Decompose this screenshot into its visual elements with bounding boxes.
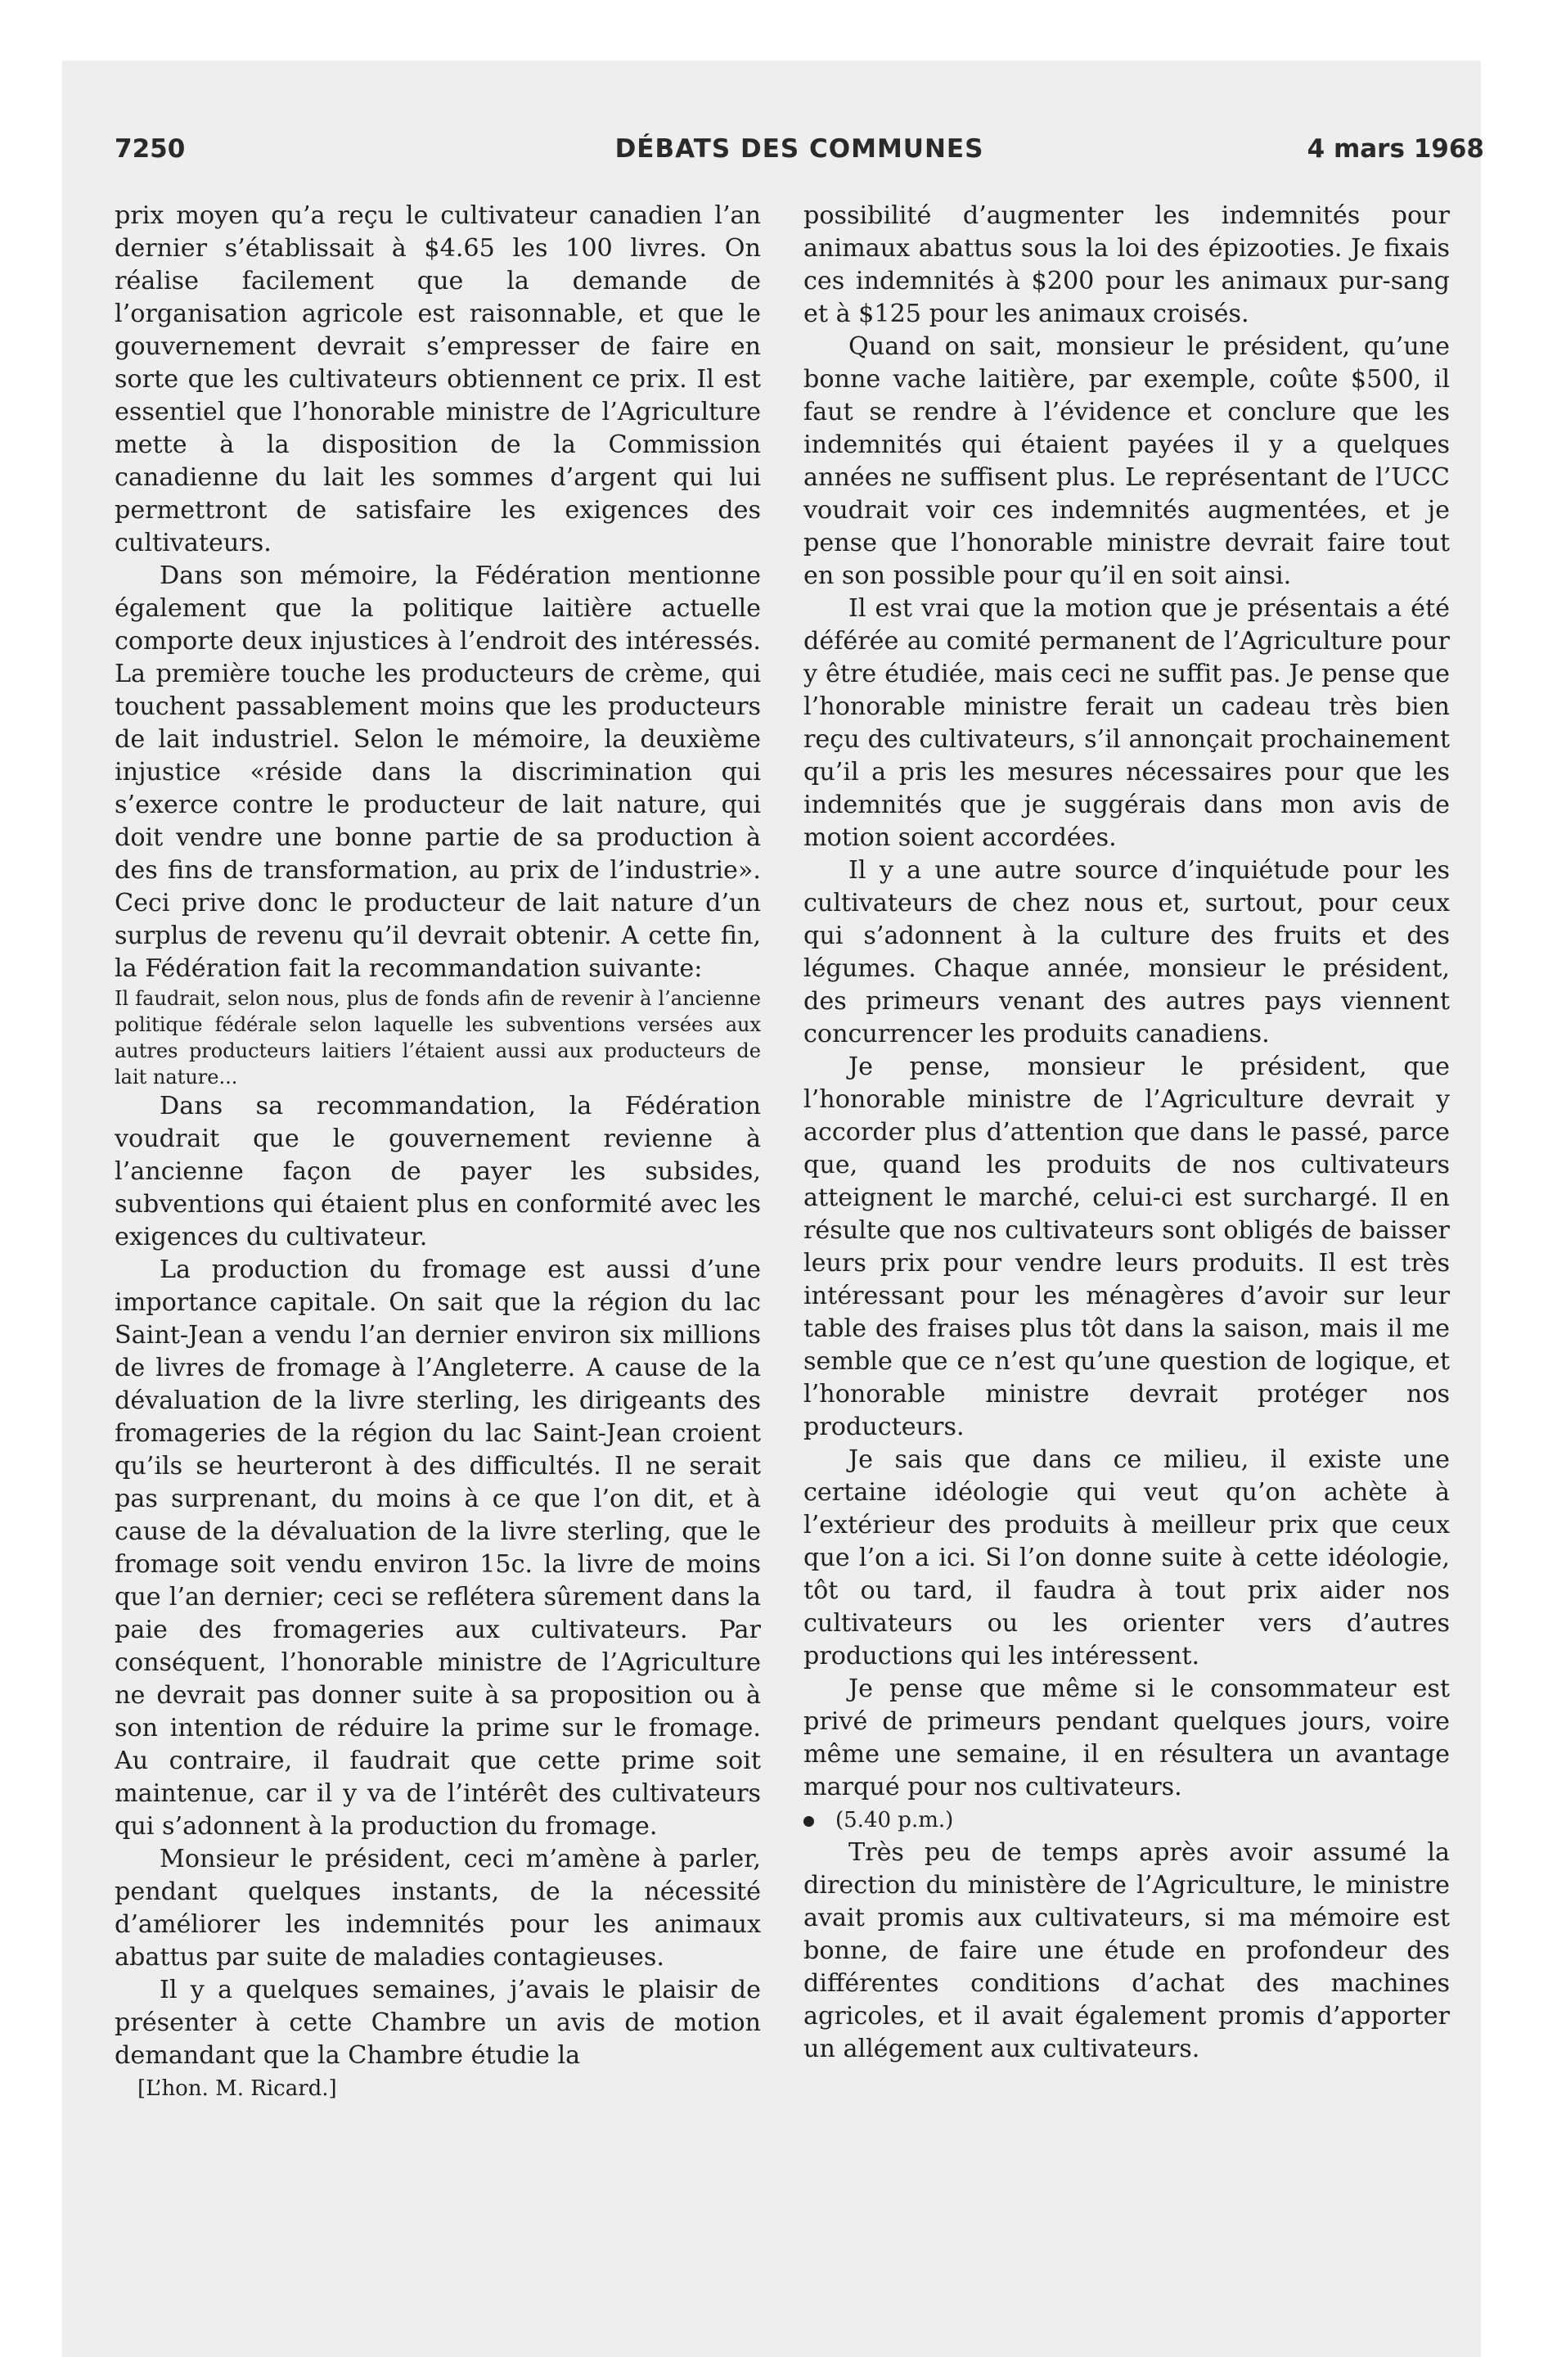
paragraph: La production du fromage est aussi d’une importance capitale. On sait que la région du lac Saint-Jean a vendu l’an dernier environ six millions de livres de fromage à l’Angleterre. A cause de la dévaluation de la livre sterling, les dirigeants des fromageries de la région du lac Saint-Jean croient qu’ils se heurteront à des difficultés. Il ne serait pas surprenant, du moins à ce que l’on dit, et à cause de la dévaluation de la livre sterling, que le fromage soit vendu environ 15c. la livre de moins que l’an dernier; ceci se reflétera sûrement dans la paie des fromageries aux cultivateurs. Par conséquent, l’honorable ministre de l’Agriculture ne devrait pas donner suite à sa proposition ou à son intention de réduire la prime sur le fromage. Au contraire, il faudrait que cette prime soit maintenue, car il y va de l’intérêt des cultivateurs qui s’adonnent à la production du fromage. <box>115 1255 761 1841</box>
paragraph: Monsieur le président, ceci m’amène à parler, pendant quelques instants, de la nécessité d’améliorer les indemnités pour les animaux abattus par suite de maladies contagieuses. <box>115 1845 761 1972</box>
paragraph: Dans sa recommandation, la Fédération voudrait que le gouvernement revienne à l’ancienne façon de payer les subsides, subventions qui étaient plus en conformité avec les exigences du cultivateur. <box>115 1092 761 1251</box>
page-title: DÉBATS DES COMMUNES <box>614 134 984 164</box>
page-number: 7250 <box>115 134 186 164</box>
time-stamp: (5.40 p.m.) <box>835 1808 954 1832</box>
paragraph: Dans son mémoire, la Fédération mentionne également que la politique laitière actuelle comporte deux injustices à l’endroit des intéressés. La première touche les producteurs de crème, qui touchent passablement moins que les producteurs de lait industriel. Selon le mémoire, la deuxième injustice «réside dans la discrimination qui s’exerce contre le producteur de lait nature, qui doit vendre une bonne partie de sa production à des fins de transformation, au prix de l’industrie». Ceci prive donc le producteur de lait nature d’un surplus de revenu qu’il devrait obtenir. A cette fin, la Fédération fait la recommandation suivante: <box>115 561 761 983</box>
left-column <box>115 200 761 2105</box>
paragraph: Je pense que même si le consommateur est privé de primeurs pendant quelques jours, voire même une semaine, il en résultera un avantage marqué pour nos cultivateurs. <box>803 1675 1450 1801</box>
page-date: 4 mars 1968 <box>1307 134 1484 164</box>
paragraph: Je pense, monsieur le président, que l’honorable ministre de l’Agriculture devrait y accorder plus d’attention que dans le passé, parce que, quand les produits de nos cultivateurs atteignent le marché, celui-ci est surchargé. Il en résulte que nos cultivateurs sont obligés de baisser leurs prix pour vendre leurs produits. Il est très intéressant pour les ménagères d’avoir sur leur table des fraises plus tôt dans la saison, mais il me semble que ce n’est qu’une question de logique, et l’honorable ministre devrait protéger nos producteurs. <box>803 1053 1450 1441</box>
page-header <box>115 134 1484 172</box>
paragraph: Il est vrai que la motion que je présentais a été déférée au comité permanent de l’Agriculture pour y être étudiée, mais ceci ne suffit pas. Je pense que l’honorable ministre ferait un cadeau très bien reçu des cultivateurs, s’il annonçait prochainement qu’il a pris les mesures nécessaires pour que les indemnités que je suggérais dans mon avis de motion soient accordées. <box>803 594 1450 852</box>
paragraph: Il y a quelques semaines, j’avais le plaisir de présenter à cette Chambre un avis de motion demandant que la Chambre étudie la <box>115 1976 761 2070</box>
bullet-icon <box>803 1816 814 1827</box>
paragraph: Quand on sait, monsieur le président, qu’une bonne vache laitière, par exemple, coûte $500, il faut se rendre à l’évidence et conclure que les indemnités qui étaient payées il y a quelques années ne suffisent plus. Le représentant de l’UCC voudrait voir ces indemnités augmentées, et je pense que l’honorable ministre devrait faire tout en son possible pour qu’il en soit ainsi. <box>803 332 1450 590</box>
speaker-signature: [L’hon. M. Ricard.] <box>137 2076 337 2101</box>
paragraph: Très peu de temps après avoir assumé la direction du ministère de l’Agriculture, le ministre avait promis aux cultivateurs, si ma mémoire est bonne, de faire une étude en profondeur des différentes conditions d’achat des machines agricoles, et il avait également promis d’apporter un allégement aux cultivateurs. <box>803 1838 1450 2063</box>
time-marker <box>803 1804 1450 1837</box>
paragraph: Il y a une autre source d’inquiétude pour les cultivateurs de chez nous et, surtout, pour ceux qui s’adonnent à la culture des fruits et des légumes. Chaque année, monsieur le président, des primeurs venant des autres pays viennent concurrencer les produits canadiens. <box>803 856 1450 1048</box>
right-column <box>803 200 1450 2066</box>
paragraph: prix moyen qu’a reçu le cultivateur canadien l’an dernier s’établissait à $4.65 les 100 livres. On réalise facilement que la demande de l’organisation agricole est raisonnable, et que le gouvernement devrait s’empresser de faire en sorte que les cultivateurs obtiennent ce prix. Il est essentiel que l’honorable ministre de l’Agriculture mette à la disposition de la Commission canadienne du lait les sommes d’argent qui lui permettront de satisfaire les exigences des cultivateurs. <box>115 201 761 557</box>
paragraph: Je sais que dans ce milieu, il existe une certaine idéologie qui veut qu’on achète à l’extérieur des produits à meilleur prix que ceux que l’on a ici. Si l’on donne suite à cette idéologie, tôt ou tard, il faudra à tout prix aider nos cultivateurs ou les orienter vers d’autres productions qui les intéressent. <box>803 1445 1450 1670</box>
paragraph: possibilité d’augmenter les indemnités pour animaux abattus sous la loi des épizooties. Je fixais ces indemnités à $200 pour les animaux pur-sang et à $125 pour les animaux croisés. <box>803 201 1450 328</box>
block-quote: Il faudrait, selon nous, plus de fonds afin de revenir à l’ancienne politique fédérale selon laquelle les subventions versées aux autres producteurs laitiers l’étaient aussi aux producteurs de lait nature... <box>115 987 761 1089</box>
